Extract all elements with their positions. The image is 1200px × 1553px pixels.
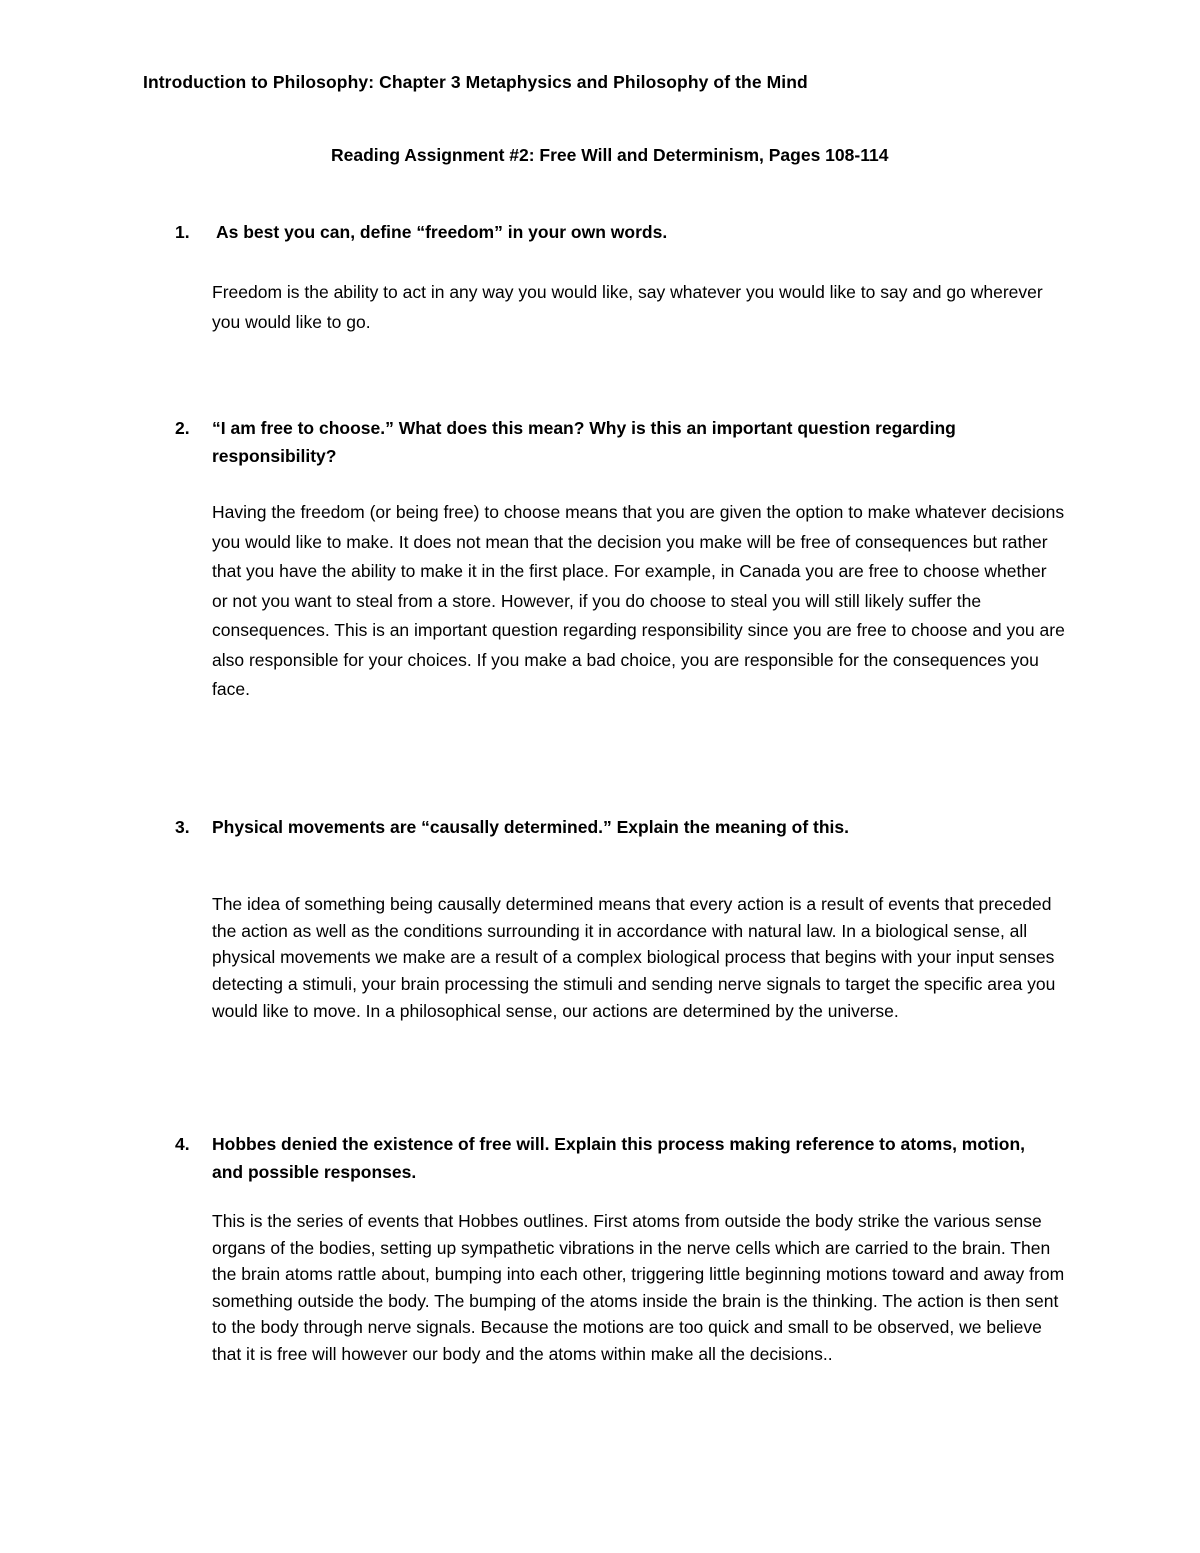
question-number: 2. [175,418,190,438]
question-prompt: Physical movements are “causally determined.” Explain the meaning of this. [212,817,850,837]
answer-3: The idea of something being causally determined means that every action is a result of events that preceded the action as well as the conditions surrounding it in accordance with natural law. In a biological sense, all physical movements we make are a result of a complex biological process that begins with your input senses detecting a stimuli, your brain processing the stimuli and sending nerve signals to target the specific area you would like to move. In a philosophical sense, our actions are determined by the universe. [212,894,1056,1021]
answer-1: Freedom is the ability to act in any way you would like, say whatever you would like to say and go wherever you would like to go. [212,282,1043,332]
document-title: Introduction to Philosophy: Chapter 3 Metaphysics and Philosophy of the Mind [143,72,808,92]
answer-2: Having the freedom (or being free) to choose means that you are given the option to make whatever decisions you would like to make. It does not mean that the decision you make will be free of consequences but rather that you have the ability to make it in the first place. For example, in Canada you are free to choose whether or not you want to steal from a store. However, if you do choose to steal you will still likely suffer the consequences. This is an important question regarding responsibility since you are free to choose and you are also responsible for your choices. If you make a bad choice, you are responsible for the consequences you face. [212,502,1065,699]
question-3 [175,813,1055,841]
assignment-title: Reading Assignment #2: Free Will and Determinism, Pages 108-114 [331,145,889,165]
question-prompt: Hobbes denied the existence of free will. Explain this process making reference to atoms, motion, and possible responses. [212,1134,1025,1182]
question-4 [175,1130,1055,1186]
question-prompt: “I am free to choose.” What does this mean? Why is this an important question regarding responsibility? [212,418,956,466]
question-2 [175,414,1055,470]
question-prompt: As best you can, define “freedom” in your own words. [216,222,668,242]
question-number: 3. [175,817,190,837]
answer-4: This is the series of events that Hobbes outlines. First atoms from outside the body strike the various sense organs of the bodies, setting up sympathetic vibrations in the nerve cells which are carried to the brain. Then the brain atoms rattle about, bumping into each other, triggering little beginning motions toward and away from something outside the body. The bumping of the atoms inside the brain is the thinking. The action is then sent to the body through nerve signals. Because the motions are too quick and small to be observed, we believe that it is free will however our body and the atoms within make all the decisions.. [212,1211,1065,1364]
question-number: 1. [175,222,190,242]
question-1 [175,218,1055,246]
question-number: 4. [175,1134,190,1154]
